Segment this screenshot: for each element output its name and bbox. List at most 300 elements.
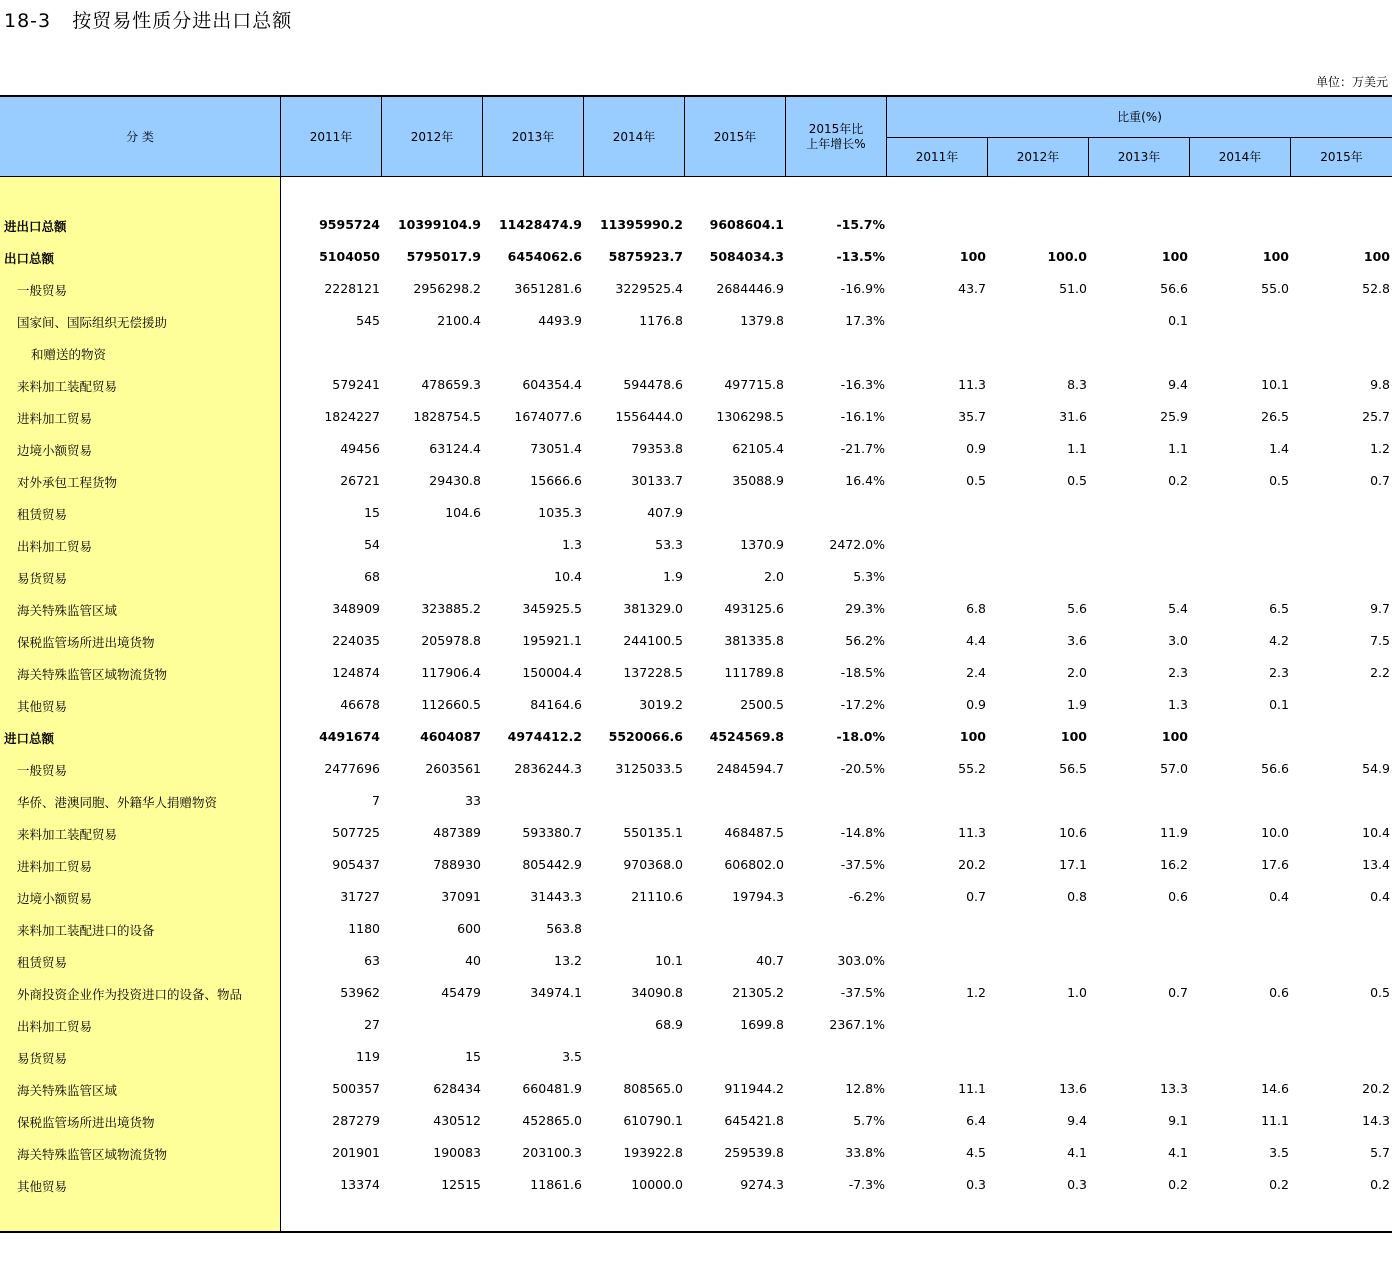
page-title: 18-3 按贸易性质分进出口总额	[4, 10, 293, 32]
row-value: 40	[465, 953, 481, 968]
row-value: 1.2	[966, 985, 986, 1000]
row-value: 27	[364, 1017, 380, 1032]
header-growth	[786, 97, 887, 177]
row-value: 244100.5	[623, 633, 683, 648]
row-value: 2228121	[324, 281, 380, 296]
row-value: 0.6	[1168, 889, 1188, 904]
row-value: 10.4	[1362, 825, 1390, 840]
row-value: 0.6	[1269, 985, 1289, 1000]
row-value: 100	[1060, 729, 1087, 744]
row-value: 1.2	[1370, 441, 1390, 456]
row-value: 3125033.5	[615, 761, 683, 776]
table-row	[0, 1137, 1392, 1169]
table-row	[0, 369, 1392, 401]
row-value: 4491674	[319, 729, 380, 744]
row-value: 9.1	[1168, 1113, 1188, 1128]
row-value: 1379.8	[740, 313, 784, 328]
row-value: 45479	[441, 985, 481, 1000]
row-value: 1556444.0	[615, 409, 683, 424]
header-share-year: 2015年	[1320, 150, 1363, 164]
row-value: 16.2	[1160, 857, 1188, 872]
row-value: 20.2	[1362, 1081, 1390, 1096]
row-label: 来料加工装配进口的设备	[17, 923, 155, 938]
row-value: 203100.3	[522, 1145, 582, 1160]
row-label: 其他贸易	[17, 699, 68, 714]
row-value: 12.8%	[845, 1081, 885, 1096]
row-value: 287279	[332, 1113, 380, 1128]
row-value: 49456	[340, 441, 380, 456]
row-value: 56.6	[1160, 281, 1188, 296]
row-label: 租赁贸易	[17, 507, 68, 522]
row-value: 25.7	[1362, 409, 1390, 424]
row-label: 出口总额	[4, 251, 55, 266]
table-row	[0, 593, 1392, 625]
row-label: 一般贸易	[17, 763, 68, 778]
row-value: 606802.0	[724, 857, 784, 872]
header-share: 比重(%)	[1117, 109, 1162, 124]
header-share-year: 2013年	[1089, 138, 1190, 177]
row-value: 68.9	[655, 1017, 683, 1032]
row-value: 13.4	[1362, 857, 1390, 872]
row-value: 9.7	[1370, 601, 1390, 616]
row-value: 53962	[340, 985, 380, 1000]
row-value: 13.6	[1059, 1081, 1087, 1096]
row-value: 4.4	[966, 633, 986, 648]
row-label: 易货贸易	[17, 1051, 68, 1066]
row-value: 57.0	[1160, 761, 1188, 776]
row-value: 119	[356, 1049, 380, 1064]
row-value: 604354.4	[522, 377, 582, 392]
header-year: 2014年	[584, 97, 685, 177]
table-row	[0, 657, 1392, 689]
row-label: 国家间、国际组织无偿援助	[17, 315, 168, 330]
row-value: 193922.8	[623, 1145, 683, 1160]
row-value: 1.9	[663, 569, 683, 584]
table-row	[0, 337, 1392, 369]
row-value: 104.6	[445, 505, 481, 520]
row-value: 507725	[332, 825, 380, 840]
row-value: 905437	[332, 857, 380, 872]
row-value: 14.3	[1362, 1113, 1390, 1128]
table-row	[0, 529, 1392, 561]
row-value: -13.5%	[836, 249, 885, 264]
row-value: 593380.7	[522, 825, 582, 840]
row-value: 1176.8	[639, 313, 683, 328]
row-value: 117906.4	[421, 665, 481, 680]
row-value: 0.1	[1269, 697, 1289, 712]
row-value: 2.0	[1067, 665, 1087, 680]
row-value: 610790.1	[623, 1113, 683, 1128]
row-value: 2.0	[764, 569, 784, 584]
row-value: 12515	[441, 1177, 481, 1192]
row-value: 31443.3	[530, 889, 582, 904]
row-value: 21305.2	[732, 985, 784, 1000]
row-value: 84164.6	[530, 697, 582, 712]
row-value: 11.9	[1160, 825, 1188, 840]
row-value: 19794.3	[732, 889, 784, 904]
table-row	[0, 401, 1392, 433]
row-value: 808565.0	[623, 1081, 683, 1096]
row-value: 31.6	[1059, 409, 1087, 424]
table-row	[0, 977, 1392, 1009]
row-value: 0.5	[1370, 985, 1390, 1000]
row-label: 边境小额贸易	[17, 443, 93, 458]
row-value: 6.4	[966, 1113, 986, 1128]
row-value: 2367.1%	[829, 1017, 885, 1032]
row-value: 54.9	[1362, 761, 1390, 776]
row-value: 2836244.3	[514, 761, 582, 776]
row-value: 4.2	[1269, 633, 1289, 648]
row-value: 56.2%	[845, 633, 885, 648]
row-value: 2603561	[425, 761, 481, 776]
row-value: 37091	[441, 889, 481, 904]
row-label: 进口总额	[4, 731, 55, 746]
row-value: 62105.4	[732, 441, 784, 456]
row-value: 0.3	[966, 1177, 986, 1192]
row-value: 26.5	[1261, 409, 1289, 424]
row-value: 29.3%	[845, 601, 885, 616]
row-value: 348909	[332, 601, 380, 616]
table-row	[0, 1041, 1392, 1073]
table-bottom-rule	[0, 1231, 1392, 1233]
table-row	[0, 1105, 1392, 1137]
row-value: 10000.0	[631, 1177, 683, 1192]
row-value: 26721	[340, 473, 380, 488]
row-value: -37.5%	[840, 985, 885, 1000]
row-value: 4.1	[1067, 1145, 1087, 1160]
row-value: 30133.7	[631, 473, 683, 488]
row-value: 29430.8	[429, 473, 481, 488]
row-value: 100	[1262, 249, 1289, 264]
row-label: 出料加工贸易	[17, 539, 93, 554]
row-value: 3.5	[562, 1049, 582, 1064]
header-year: 2012年	[382, 97, 483, 177]
row-value: 1699.8	[740, 1017, 784, 1032]
row-value: 2956298.2	[413, 281, 481, 296]
row-value: 17.3%	[845, 313, 885, 328]
header-growth-line1: 2015年比	[808, 122, 864, 136]
row-value: 3019.2	[639, 697, 683, 712]
row-value: 323885.2	[421, 601, 481, 616]
row-value: 11.1	[958, 1081, 986, 1096]
row-value: 5.7	[1370, 1145, 1390, 1160]
row-value: 1824227	[324, 409, 380, 424]
table-row	[0, 849, 1392, 881]
row-value: 15666.6	[530, 473, 582, 488]
row-value: 11.3	[958, 377, 986, 392]
row-label: 华侨、港澳同胞、外籍华人捐赠物资	[17, 795, 218, 810]
table-row	[0, 305, 1392, 337]
table-row	[0, 785, 1392, 817]
row-value: 628434	[433, 1081, 481, 1096]
table-header	[0, 95, 1392, 177]
row-label: 其他贸易	[17, 1179, 68, 1194]
row-value: 0.2	[1269, 1177, 1289, 1192]
row-value: 493125.6	[724, 601, 784, 616]
row-value: 100	[1363, 249, 1390, 264]
row-label: 海关特殊监管区域	[17, 1083, 118, 1098]
row-value: 14.6	[1261, 1081, 1289, 1096]
row-value: 5.3%	[853, 569, 885, 584]
header-category: 分 类	[0, 97, 281, 177]
row-value: 112660.5	[421, 697, 481, 712]
row-value: 0.7	[1168, 985, 1188, 1000]
row-value: 56.5	[1059, 761, 1087, 776]
row-value: 660481.9	[522, 1081, 582, 1096]
row-value: 3.6	[1067, 633, 1087, 648]
row-value: 452865.0	[522, 1113, 582, 1128]
row-value: 6.8	[966, 601, 986, 616]
table-row	[0, 721, 1392, 753]
row-label: 海关特殊监管区域	[17, 603, 118, 618]
row-value: 0.7	[966, 889, 986, 904]
row-value: 2.4	[966, 665, 986, 680]
row-value: 4.1	[1168, 1145, 1188, 1160]
row-value: 545	[356, 313, 380, 328]
row-value: 21110.6	[631, 889, 683, 904]
row-label: 保税监管场所进出境货物	[17, 635, 155, 650]
row-label: 进料加工贸易	[17, 411, 93, 426]
row-value: 111789.8	[724, 665, 784, 680]
table-row	[0, 945, 1392, 977]
row-value: 0.9	[966, 697, 986, 712]
row-value: 13.3	[1160, 1081, 1188, 1096]
row-value: 9.4	[1067, 1113, 1087, 1128]
table-row	[0, 625, 1392, 657]
row-value: 3.0	[1168, 633, 1188, 648]
row-value: 0.2	[1370, 1177, 1390, 1192]
row-value: 34090.8	[631, 985, 683, 1000]
row-value: 11395990.2	[599, 217, 683, 232]
row-value: 1180	[348, 921, 380, 936]
row-value: 4493.9	[538, 313, 582, 328]
row-value: 11.3	[958, 825, 986, 840]
row-value: -20.5%	[840, 761, 885, 776]
row-value: 6454062.6	[507, 249, 582, 264]
row-value: 0.7	[1370, 473, 1390, 488]
row-value: 11428474.9	[498, 217, 582, 232]
row-label: 和赠送的物资	[31, 347, 107, 362]
row-value: 34974.1	[530, 985, 582, 1000]
row-value: 63	[364, 953, 380, 968]
row-value: 407.9	[647, 505, 683, 520]
row-value: 63124.4	[429, 441, 481, 456]
row-value: 345925.5	[522, 601, 582, 616]
row-value: 9595724	[319, 217, 380, 232]
row-value: 17.6	[1261, 857, 1289, 872]
row-label: 保税监管场所进出境货物	[17, 1115, 155, 1130]
row-value: 25.9	[1160, 409, 1188, 424]
row-value: 1674077.6	[514, 409, 582, 424]
row-value: 5084034.3	[709, 249, 784, 264]
row-value: 1.3	[562, 537, 582, 552]
row-value: 201901	[332, 1145, 380, 1160]
row-value: 2.3	[1168, 665, 1188, 680]
row-value: 645421.8	[724, 1113, 784, 1128]
header-growth-line2: 上年增长%	[806, 137, 866, 151]
table-row	[0, 1169, 1392, 1201]
row-value: 594478.6	[623, 377, 683, 392]
row-value: 4524569.8	[709, 729, 784, 744]
row-value: 9.8	[1370, 377, 1390, 392]
row-value: 2.2	[1370, 665, 1390, 680]
row-value: 0.5	[966, 473, 986, 488]
row-value: 5795017.9	[406, 249, 481, 264]
header-share-year: 2012年	[988, 138, 1089, 177]
row-value: 13.2	[554, 953, 582, 968]
row-value: 10.0	[1261, 825, 1289, 840]
row-label: 对外承包工程货物	[17, 475, 118, 490]
row-value: 31727	[340, 889, 380, 904]
table-row	[0, 273, 1392, 305]
row-value: 487389	[433, 825, 481, 840]
row-value: 124874	[332, 665, 380, 680]
row-label: 租赁贸易	[17, 955, 68, 970]
row-value: 4.5	[966, 1145, 986, 1160]
row-value: 2472.0%	[829, 537, 885, 552]
row-value: 5875923.7	[608, 249, 683, 264]
row-label: 海关特殊监管区域物流货物	[17, 667, 168, 682]
row-value: 53.3	[655, 537, 683, 552]
row-value: 35088.9	[732, 473, 784, 488]
row-value: 43.7	[958, 281, 986, 296]
row-value: 17.1	[1059, 857, 1087, 872]
row-value: 4974412.2	[507, 729, 582, 744]
row-value: 259539.8	[724, 1145, 784, 1160]
row-value: 1.4	[1269, 441, 1289, 456]
row-value: 579241	[332, 377, 380, 392]
row-value: 7	[372, 793, 380, 808]
row-value: 100	[959, 729, 986, 744]
row-value: 430512	[433, 1113, 481, 1128]
row-value: 0.4	[1269, 889, 1289, 904]
row-value: 55.0	[1261, 281, 1289, 296]
row-value: 0.1	[1168, 313, 1188, 328]
table-row	[0, 497, 1392, 529]
table-row	[0, 817, 1392, 849]
row-value: 7.5	[1370, 633, 1390, 648]
row-value: 190083	[433, 1145, 481, 1160]
row-value: 550135.1	[623, 825, 683, 840]
row-value: -6.2%	[848, 889, 885, 904]
row-value: 2477696	[324, 761, 380, 776]
row-value: 1.3	[1168, 697, 1188, 712]
row-label: 进料加工贸易	[17, 859, 93, 874]
row-value: 5104050	[319, 249, 380, 264]
row-value: 3.5	[1269, 1145, 1289, 1160]
table-row	[0, 433, 1392, 465]
row-value: 497715.8	[724, 377, 784, 392]
row-label: 外商投资企业作为投资进口的设备、物品	[17, 987, 243, 1002]
row-value: 10.1	[1261, 377, 1289, 392]
row-value: 788930	[433, 857, 481, 872]
row-value: 478659.3	[421, 377, 481, 392]
row-value: 1.0	[1067, 985, 1087, 1000]
row-value: -18.0%	[836, 729, 885, 744]
row-value: -21.7%	[840, 441, 885, 456]
row-value: 15	[364, 505, 380, 520]
row-value: 3651281.6	[514, 281, 582, 296]
row-label: 进出口总额	[4, 219, 67, 234]
row-label: 边境小额贸易	[17, 891, 93, 906]
row-value: 468487.5	[724, 825, 784, 840]
header-share-year: 2014年	[1190, 138, 1291, 177]
row-value: -16.1%	[840, 409, 885, 424]
row-value: 0.9	[966, 441, 986, 456]
row-value: 52.8	[1362, 281, 1390, 296]
table-row	[0, 241, 1392, 273]
row-label: 来料加工装配贸易	[17, 827, 118, 842]
header-year: 2015年	[685, 97, 786, 177]
row-value: 2484594.7	[716, 761, 784, 776]
header-share-year: 2011年	[887, 138, 988, 177]
row-label: 来料加工装配贸易	[17, 379, 118, 394]
row-value: 0.8	[1067, 889, 1087, 904]
row-value: 51.0	[1059, 281, 1087, 296]
row-value: 0.5	[1269, 473, 1289, 488]
table-row	[0, 913, 1392, 945]
row-value: 55.2	[958, 761, 986, 776]
row-value: -15.7%	[836, 217, 885, 232]
row-value: 15	[465, 1049, 481, 1064]
row-value: 11.1	[1261, 1113, 1289, 1128]
row-value: 8.3	[1067, 377, 1087, 392]
row-label: 一般贸易	[17, 283, 68, 298]
row-value: 5.4	[1168, 601, 1188, 616]
row-value: 2500.5	[740, 697, 784, 712]
row-value: 0.2	[1168, 1177, 1188, 1192]
row-value: 5.7%	[853, 1113, 885, 1128]
row-value: 805442.9	[522, 857, 582, 872]
row-value: -16.9%	[840, 281, 885, 296]
row-value: 46678	[340, 697, 380, 712]
row-value: 54	[364, 537, 380, 552]
row-value: 970368.0	[623, 857, 683, 872]
row-value: -17.2%	[840, 697, 885, 712]
table-row	[0, 1073, 1392, 1105]
row-value: 6.5	[1269, 601, 1289, 616]
row-value: 2100.4	[437, 313, 481, 328]
row-value: 9608604.1	[709, 217, 784, 232]
row-value: 35.7	[958, 409, 986, 424]
row-value: 100	[959, 249, 986, 264]
row-value: -7.3%	[848, 1177, 885, 1192]
unit-label: 单位：万美元	[1315, 75, 1388, 89]
row-value: 137228.5	[623, 665, 683, 680]
row-value: 224035	[332, 633, 380, 648]
row-value: 1306298.5	[716, 409, 784, 424]
row-value: -16.3%	[840, 377, 885, 392]
row-value: 10.6	[1059, 825, 1087, 840]
row-label: 海关特殊监管区域物流货物	[17, 1147, 168, 1162]
row-label: 易货贸易	[17, 571, 68, 586]
row-value: 1035.3	[538, 505, 582, 520]
row-value: 563.8	[546, 921, 582, 936]
row-value: 195921.1	[522, 633, 582, 648]
row-value: 5.6	[1067, 601, 1087, 616]
row-value: 1828754.5	[413, 409, 481, 424]
row-value: 0.4	[1370, 889, 1390, 904]
row-value: -18.5%	[840, 665, 885, 680]
row-value: 10399104.9	[397, 217, 481, 232]
row-value: -37.5%	[840, 857, 885, 872]
row-value: 40.7	[756, 953, 784, 968]
row-value: 911944.2	[724, 1081, 784, 1096]
header-year: 2011年	[281, 97, 382, 177]
row-value: 3229525.4	[615, 281, 683, 296]
row-value: 0.2	[1168, 473, 1188, 488]
row-value: 4604087	[420, 729, 481, 744]
